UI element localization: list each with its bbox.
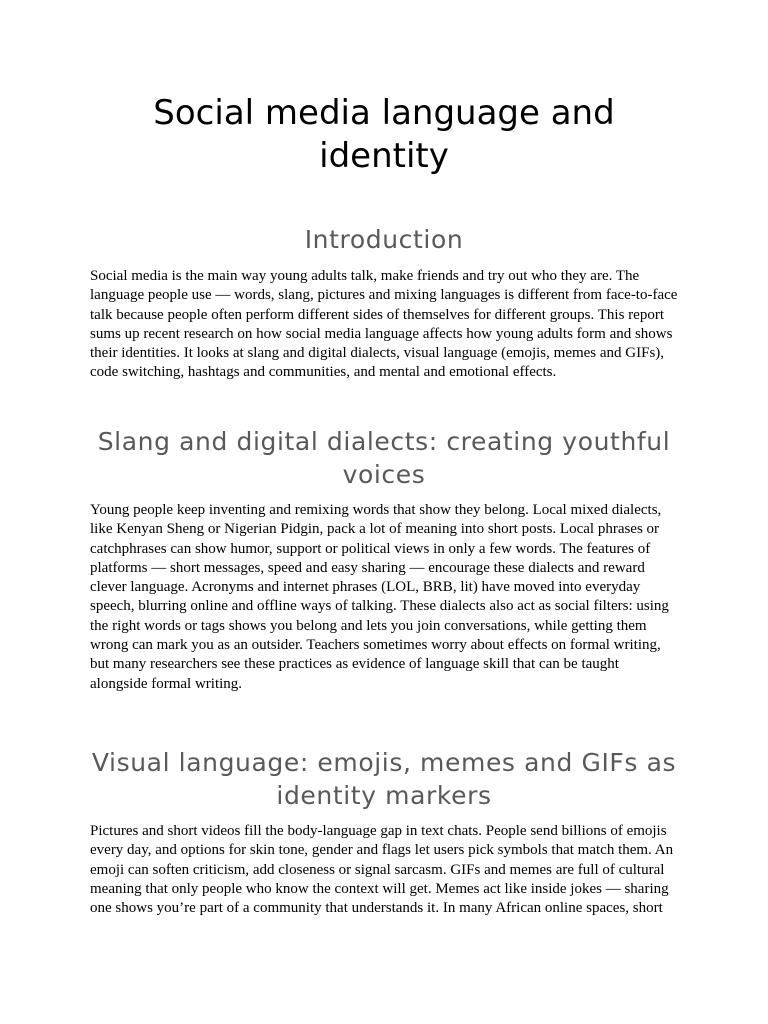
- document-title: Social media language and identity: [153, 93, 615, 176]
- section-heading-slang: Slang and digital dialects: creating youthful voices: [97, 427, 671, 489]
- section-heading-visual-language: Visual language: emojis, memes and GIFs as identity markers: [91, 748, 677, 810]
- section-body-slang: Young people keep inventing and remixing words that show they belong. Local mixed dialects, like Kenyan Sheng or Nigerian Pidgin, pack a lot of meaning into short posts. Local phrases or catchphrases can show humor, support or political views in only a few words. The features of platforms — short messages, speed and easy sharing — encourage these dialects and reward clever language. Acronyms and internet phrases (LOL, BRB, lit) have moved into everyday speech, blurring online and offline ways of talking. These dialects also act as social filters: using the right words or tags shows you belong and lets you join conversations, while getting them wrong can mark you as an outsider. Teachers sometimes worry about effects on formal writing, but many researchers see these practices as evidence of language skill that can be taught alongside formal writing.: [90, 502, 669, 692]
- section-heading-introduction: Introduction: [304, 225, 464, 254]
- section-body-introduction: Social media is the main way young adults talk, make friends and try out who they are. The language people use — words, slang, pictures and mixing languages is different from face-to-face talk because people often perform different sides of themselves for different groups. This report sums up recent research on how social media language affects how young adults form and shows their identities. It looks at slang and digital dialects, visual language (emojis, memes and GIFs), code switching, hashtags and communities, and mental and emotional effects.: [90, 268, 678, 381]
- section-body-visual-language: Pictures and short videos fill the body-language gap in text chats. People send billions of emojis every day, and options for skin tone, gender and flags let users pick symbols that match them. An emoji can soften criticism, add closeness or signal sarcasm. GIFs and memes are full of cultural meaning that only people who know the context will get. Memes act like inside jokes — sharing one shows you’re part of a community that understands it. In many African online spaces, short: [90, 823, 674, 917]
